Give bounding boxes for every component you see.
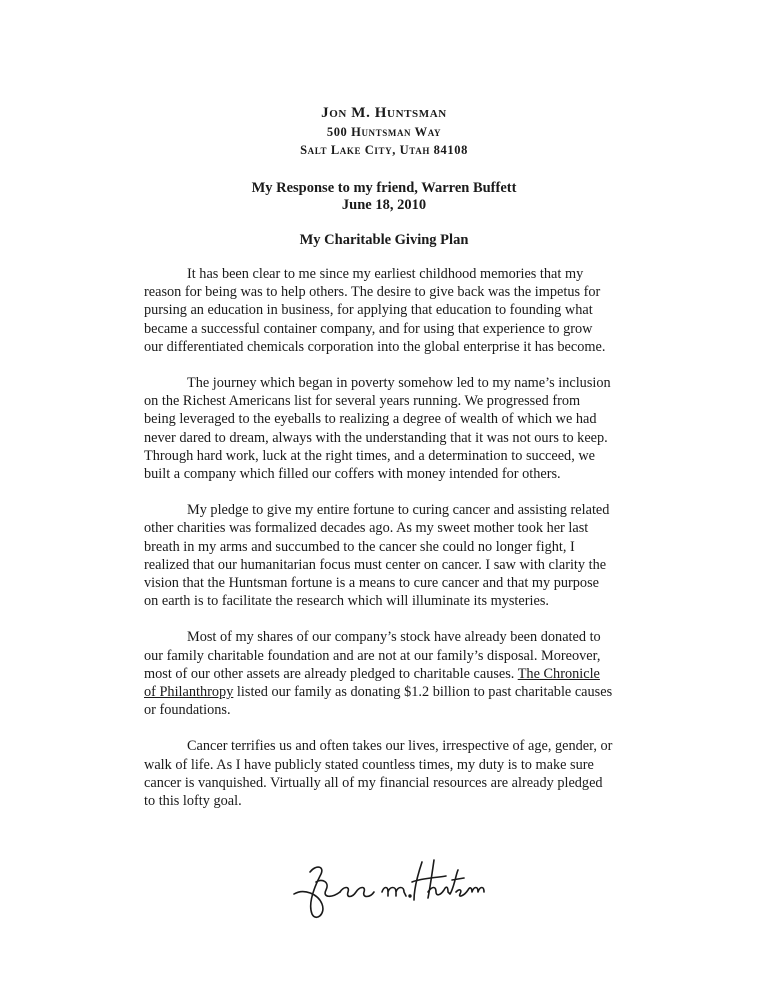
letter-body — [144, 265, 614, 828]
paragraph-4 — [144, 628, 614, 719]
paragraph-4-part1: Most of my shares of our company’s stock have already been donated to our family charitable foundation and are not at our family’s disposal. Moreover, most of our other assets are already pledged to charitable causes. — [144, 629, 601, 682]
heading-line: My Response to my friend, Warren Buffett — [251, 180, 517, 196]
letter-heading — [0, 180, 768, 214]
paragraph-1: It has been clear to me since my earliest childhood memories that my reason for being was to help others. The desire to give back was the impetus for pursing an education in business, for applying that education to founding what became a successful container company, and for using that experience to grow our differentiated chemicals corporation into the global enterprise it has become. — [144, 266, 606, 355]
paragraph-5: Cancer terrifies us and often takes our lives, irrespective of age, gender, or walk of life. As I have publicly stated countless times, my duty is to make sure cancer is vanquished. Virtually all of my financial resources are already pledged to this lofty goal. — [144, 738, 613, 810]
heading-date: June 18, 2010 — [341, 197, 427, 213]
letterhead-address-line2: Salt Lake City, Utah 84108 — [300, 143, 468, 157]
paragraph-4-part2: listed our family as donating $1.2 billion to past charitable causes or foundations. — [144, 684, 613, 719]
letterhead-address-line1: 500 Huntsman Way — [326, 125, 442, 139]
letter-title: My Charitable Giving Plan — [299, 232, 469, 248]
paragraph-3: My pledge to give my entire fortune to curing cancer and assisting related other charities was formalized decades ago. As my sweet mother took her last breath in my arms and succumbed to the cancer she could no longer fight, I realized that our humanitarian focus must center on cancer. I saw with clarity the vision that the Huntsman fortune is a means to cure cancer and that my purpose on earth is to facilitate the research which will illuminate its mysteries. — [144, 502, 610, 610]
signature — [286, 852, 486, 932]
handwritten-signature-icon — [286, 852, 486, 932]
letterhead — [0, 104, 768, 159]
paragraph-2: The journey which began in poverty somehow led to my name’s inclusion on the Richest Americans list for several years running. We progressed from being leveraged to the eyeballs to realizing a degree of wealth of which we had never dared to dream, always with the understanding that it was not ours to keep. Through hard work, luck at the right times, and a determination to succeed, we built a company which filled our coffers with money intended for others. — [144, 375, 611, 483]
letterhead-name: Jon M. Huntsman — [321, 105, 447, 121]
publication-name: The Chronicle of Philanthropy — [144, 665, 600, 701]
